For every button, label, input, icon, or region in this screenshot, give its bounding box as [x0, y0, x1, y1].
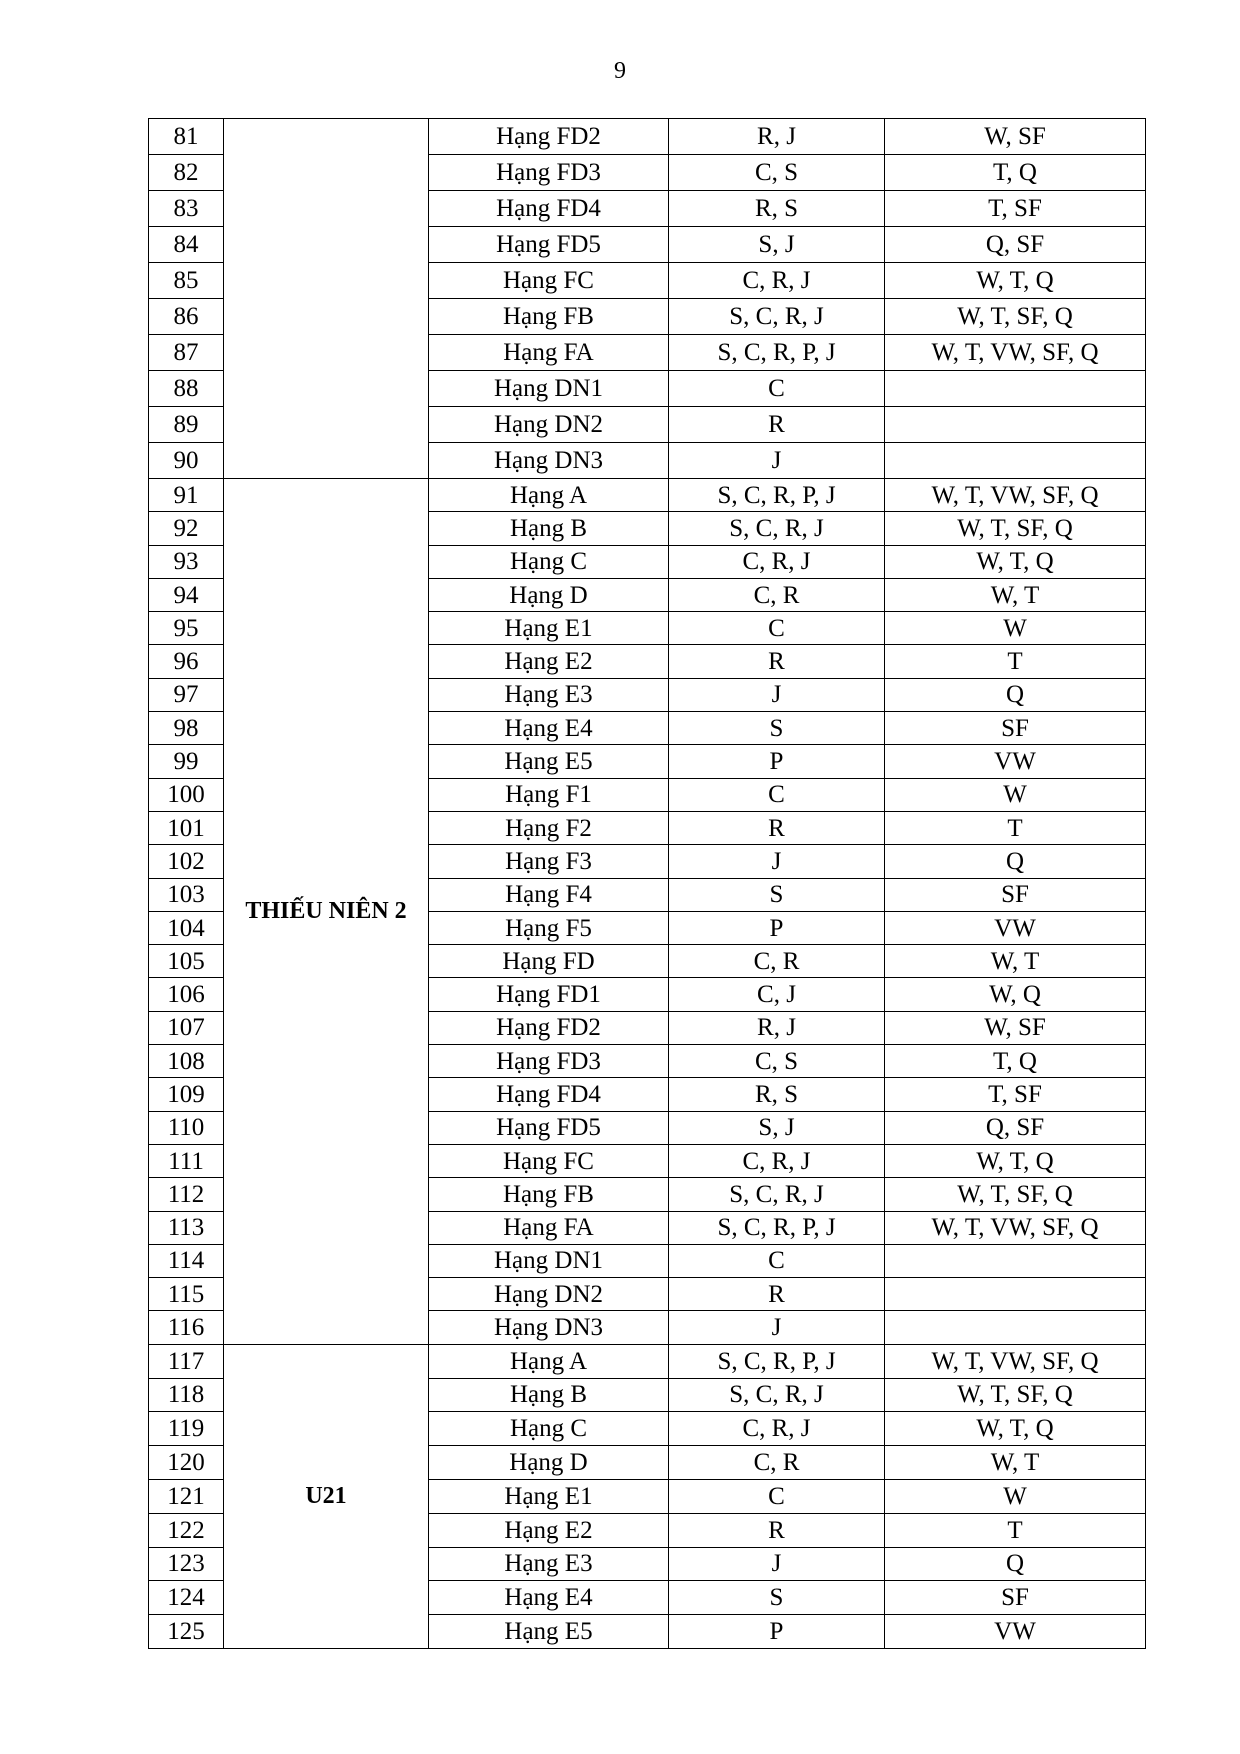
- class-cell: Hạng FA: [429, 335, 669, 371]
- code-b-cell: T, Q: [885, 1045, 1146, 1078]
- stt-cell: 92: [149, 512, 224, 545]
- class-cell: Hạng DN3: [429, 1311, 669, 1344]
- stt-cell: 97: [149, 678, 224, 711]
- classification-table: [148, 118, 1146, 1649]
- class-cell: Hạng E3: [429, 1547, 669, 1581]
- stt-cell: 116: [149, 1311, 224, 1344]
- stt-cell: 81: [149, 119, 224, 155]
- table-row: [149, 1344, 1146, 1378]
- class-cell: Hạng B: [429, 512, 669, 545]
- code-b-cell: [885, 1311, 1146, 1344]
- class-cell: Hạng FD4: [429, 1078, 669, 1111]
- code-a-cell: S, C, R, P, J: [669, 335, 885, 371]
- code-b-cell: VW: [885, 1615, 1146, 1649]
- code-b-cell: [885, 443, 1146, 479]
- stt-cell: 91: [149, 479, 224, 512]
- code-b-cell: Q: [885, 678, 1146, 711]
- code-a-cell: P: [669, 1615, 885, 1649]
- code-a-cell: S: [669, 1581, 885, 1615]
- code-b-cell: W, SF: [885, 119, 1146, 155]
- class-cell: Hạng FD3: [429, 1045, 669, 1078]
- stt-cell: 96: [149, 645, 224, 678]
- stt-cell: 100: [149, 778, 224, 811]
- class-cell: Hạng C: [429, 1412, 669, 1446]
- class-cell: Hạng A: [429, 1344, 669, 1378]
- stt-cell: 101: [149, 811, 224, 844]
- code-b-cell: W, Q: [885, 978, 1146, 1011]
- stt-cell: 104: [149, 911, 224, 944]
- stt-cell: 125: [149, 1615, 224, 1649]
- stt-cell: 123: [149, 1547, 224, 1581]
- code-b-cell: T: [885, 811, 1146, 844]
- class-cell: Hạng FD4: [429, 191, 669, 227]
- stt-cell: 105: [149, 945, 224, 978]
- code-a-cell: S: [669, 878, 885, 911]
- stt-cell: 95: [149, 612, 224, 645]
- stt-cell: 120: [149, 1446, 224, 1480]
- code-a-cell: S, C, R, P, J: [669, 1344, 885, 1378]
- code-b-cell: W, T, Q: [885, 263, 1146, 299]
- stt-cell: 122: [149, 1513, 224, 1547]
- code-b-cell: [885, 407, 1146, 443]
- stt-cell: 112: [149, 1178, 224, 1211]
- code-a-cell: C, S: [669, 155, 885, 191]
- code-a-cell: P: [669, 911, 885, 944]
- stt-cell: 94: [149, 578, 224, 611]
- stt-cell: 121: [149, 1479, 224, 1513]
- class-cell: Hạng F2: [429, 811, 669, 844]
- stt-cell: 109: [149, 1078, 224, 1111]
- code-a-cell: S, C, R, P, J: [669, 1211, 885, 1244]
- stt-cell: 124: [149, 1581, 224, 1615]
- code-a-cell: S, C, R, J: [669, 512, 885, 545]
- code-a-cell: R, S: [669, 1078, 885, 1111]
- code-b-cell: W: [885, 778, 1146, 811]
- stt-cell: 99: [149, 745, 224, 778]
- code-b-cell: [885, 1278, 1146, 1311]
- code-b-cell: VW: [885, 911, 1146, 944]
- code-a-cell: S, J: [669, 1111, 885, 1144]
- code-a-cell: S, J: [669, 227, 885, 263]
- code-a-cell: J: [669, 1547, 885, 1581]
- class-cell: Hạng E2: [429, 1513, 669, 1547]
- stt-cell: 82: [149, 155, 224, 191]
- code-b-cell: Q: [885, 1547, 1146, 1581]
- stt-cell: 84: [149, 227, 224, 263]
- code-a-cell: R: [669, 1513, 885, 1547]
- code-b-cell: W: [885, 612, 1146, 645]
- code-a-cell: C: [669, 778, 885, 811]
- code-a-cell: S, C, R, J: [669, 299, 885, 335]
- code-b-cell: W, T, SF, Q: [885, 299, 1146, 335]
- code-a-cell: C: [669, 612, 885, 645]
- code-a-cell: C, R, J: [669, 263, 885, 299]
- class-cell: Hạng FD2: [429, 1011, 669, 1044]
- stt-cell: 114: [149, 1244, 224, 1277]
- class-cell: Hạng E3: [429, 678, 669, 711]
- code-a-cell: R: [669, 1278, 885, 1311]
- class-cell: Hạng DN3: [429, 443, 669, 479]
- class-cell: Hạng C: [429, 545, 669, 578]
- class-cell: Hạng F1: [429, 778, 669, 811]
- code-a-cell: R: [669, 645, 885, 678]
- stt-cell: 102: [149, 845, 224, 878]
- class-cell: Hạng DN2: [429, 1278, 669, 1311]
- stt-cell: 88: [149, 371, 224, 407]
- stt-cell: 98: [149, 712, 224, 745]
- code-b-cell: SF: [885, 712, 1146, 745]
- code-b-cell: W, SF: [885, 1011, 1146, 1044]
- class-cell: Hạng E5: [429, 1615, 669, 1649]
- code-a-cell: C, R, J: [669, 1412, 885, 1446]
- code-a-cell: J: [669, 443, 885, 479]
- page-number: 9: [614, 58, 626, 84]
- code-b-cell: T: [885, 1513, 1146, 1547]
- code-a-cell: R, J: [669, 119, 885, 155]
- code-b-cell: VW: [885, 745, 1146, 778]
- class-cell: Hạng FD1: [429, 978, 669, 1011]
- code-a-cell: C, R: [669, 578, 885, 611]
- code-b-cell: Q: [885, 845, 1146, 878]
- class-cell: Hạng E4: [429, 712, 669, 745]
- class-cell: Hạng F3: [429, 845, 669, 878]
- code-a-cell: R, S: [669, 191, 885, 227]
- code-b-cell: W, T: [885, 945, 1146, 978]
- code-b-cell: W, T, Q: [885, 1412, 1146, 1446]
- group-name-cell: U21: [224, 1344, 429, 1648]
- class-cell: Hạng D: [429, 578, 669, 611]
- stt-cell: 83: [149, 191, 224, 227]
- code-a-cell: J: [669, 1311, 885, 1344]
- code-a-cell: P: [669, 745, 885, 778]
- class-cell: Hạng E1: [429, 1479, 669, 1513]
- code-a-cell: S, C, R, P, J: [669, 479, 885, 512]
- code-b-cell: W: [885, 1479, 1146, 1513]
- class-cell: Hạng F4: [429, 878, 669, 911]
- code-b-cell: W, T: [885, 578, 1146, 611]
- code-b-cell: SF: [885, 1581, 1146, 1615]
- stt-cell: 117: [149, 1344, 224, 1378]
- stt-cell: 86: [149, 299, 224, 335]
- code-a-cell: C, R, J: [669, 545, 885, 578]
- class-cell: Hạng DN1: [429, 1244, 669, 1277]
- code-a-cell: J: [669, 678, 885, 711]
- code-a-cell: C, R: [669, 1446, 885, 1480]
- code-a-cell: S, C, R, J: [669, 1178, 885, 1211]
- code-b-cell: W, T, VW, SF, Q: [885, 479, 1146, 512]
- code-b-cell: T, Q: [885, 155, 1146, 191]
- stt-cell: 89: [149, 407, 224, 443]
- table-body: [149, 119, 1146, 1649]
- stt-cell: 107: [149, 1011, 224, 1044]
- table-row: [149, 479, 1146, 512]
- class-cell: Hạng FC: [429, 1144, 669, 1177]
- stt-cell: 118: [149, 1378, 224, 1412]
- stt-cell: 119: [149, 1412, 224, 1446]
- code-a-cell: S, C, R, J: [669, 1378, 885, 1412]
- code-a-cell: R: [669, 407, 885, 443]
- stt-cell: 103: [149, 878, 224, 911]
- class-cell: Hạng E5: [429, 745, 669, 778]
- code-b-cell: W, T, VW, SF, Q: [885, 1344, 1146, 1378]
- class-cell: Hạng D: [429, 1446, 669, 1480]
- code-b-cell: T, SF: [885, 191, 1146, 227]
- code-a-cell: S: [669, 712, 885, 745]
- class-cell: Hạng FD5: [429, 1111, 669, 1144]
- code-b-cell: SF: [885, 878, 1146, 911]
- code-b-cell: T, SF: [885, 1078, 1146, 1111]
- code-a-cell: C, R: [669, 945, 885, 978]
- stt-cell: 87: [149, 335, 224, 371]
- stt-cell: 90: [149, 443, 224, 479]
- code-a-cell: J: [669, 845, 885, 878]
- code-b-cell: Q, SF: [885, 227, 1146, 263]
- code-b-cell: T: [885, 645, 1146, 678]
- code-b-cell: W, T, SF, Q: [885, 1178, 1146, 1211]
- code-b-cell: W, T, Q: [885, 1144, 1146, 1177]
- class-cell: Hạng FC: [429, 263, 669, 299]
- stt-cell: 106: [149, 978, 224, 1011]
- code-a-cell: C, J: [669, 978, 885, 1011]
- class-cell: Hạng E2: [429, 645, 669, 678]
- group-name-cell: [224, 119, 429, 479]
- code-a-cell: C: [669, 1244, 885, 1277]
- table-row: [149, 119, 1146, 155]
- class-cell: Hạng FD2: [429, 119, 669, 155]
- code-b-cell: W, T, VW, SF, Q: [885, 1211, 1146, 1244]
- code-a-cell: C, R, J: [669, 1144, 885, 1177]
- class-cell: Hạng FB: [429, 299, 669, 335]
- code-a-cell: C: [669, 371, 885, 407]
- class-cell: Hạng E4: [429, 1581, 669, 1615]
- class-cell: Hạng DN1: [429, 371, 669, 407]
- code-a-cell: C: [669, 1479, 885, 1513]
- code-b-cell: W, T, VW, SF, Q: [885, 335, 1146, 371]
- code-b-cell: [885, 371, 1146, 407]
- code-a-cell: R: [669, 811, 885, 844]
- class-cell: Hạng FA: [429, 1211, 669, 1244]
- class-cell: Hạng DN2: [429, 407, 669, 443]
- class-cell: Hạng B: [429, 1378, 669, 1412]
- stt-cell: 85: [149, 263, 224, 299]
- class-cell: Hạng A: [429, 479, 669, 512]
- stt-cell: 93: [149, 545, 224, 578]
- code-b-cell: Q, SF: [885, 1111, 1146, 1144]
- class-cell: Hạng FD3: [429, 155, 669, 191]
- stt-cell: 115: [149, 1278, 224, 1311]
- stt-cell: 110: [149, 1111, 224, 1144]
- class-cell: Hạng F5: [429, 911, 669, 944]
- class-cell: Hạng FD: [429, 945, 669, 978]
- code-a-cell: C, S: [669, 1045, 885, 1078]
- code-a-cell: R, J: [669, 1011, 885, 1044]
- code-b-cell: W, T: [885, 1446, 1146, 1480]
- stt-cell: 113: [149, 1211, 224, 1244]
- code-b-cell: W, T, SF, Q: [885, 512, 1146, 545]
- class-cell: Hạng FB: [429, 1178, 669, 1211]
- code-b-cell: [885, 1244, 1146, 1277]
- stt-cell: 108: [149, 1045, 224, 1078]
- class-cell: Hạng E1: [429, 612, 669, 645]
- stt-cell: 111: [149, 1144, 224, 1177]
- code-b-cell: W, T, Q: [885, 545, 1146, 578]
- class-cell: Hạng FD5: [429, 227, 669, 263]
- code-b-cell: W, T, SF, Q: [885, 1378, 1146, 1412]
- group-name-cell: THIẾU NIÊN 2: [224, 479, 429, 1345]
